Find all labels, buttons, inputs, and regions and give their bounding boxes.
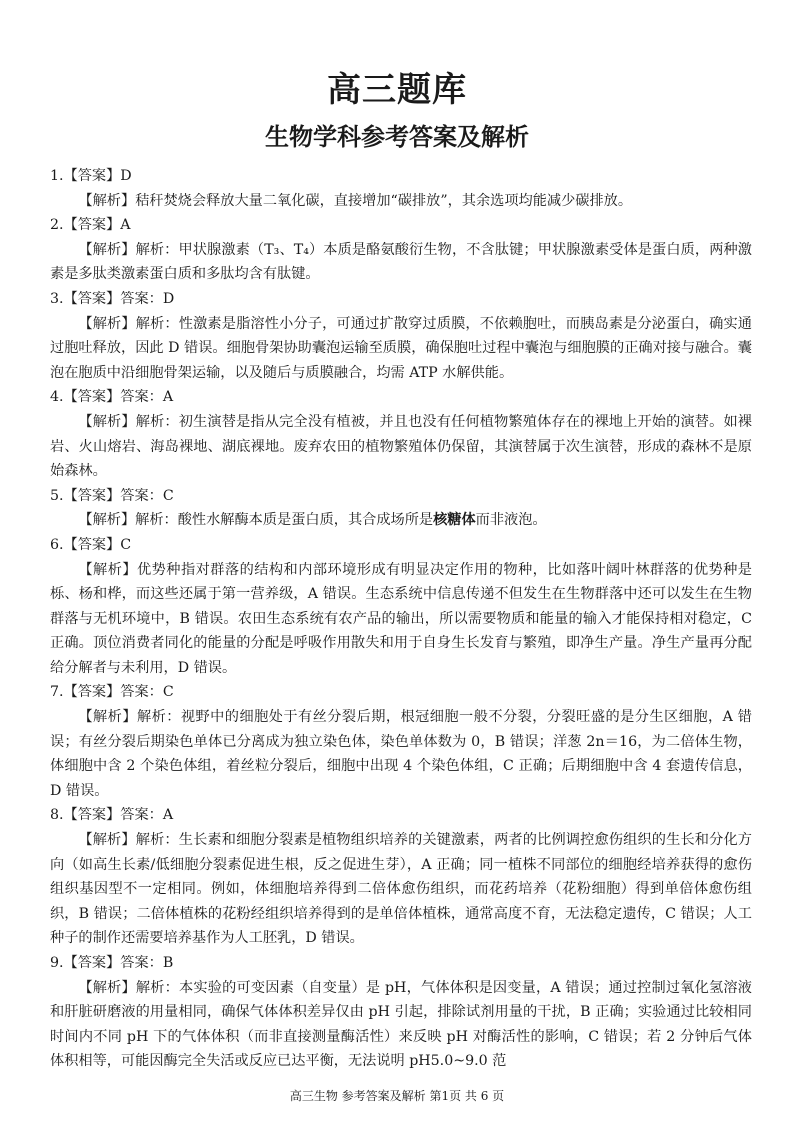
explanation: 【解析】解析：初生演替是指从完全没有植被，并且也没有任何植物繁殖体存在的裸地上开始的演替。如裸岩、火山熔岩、海岛裸地、湖底裸地。废弃农田的植物繁殖体仍保留，其演替属于次生演替，形成的森林不是原始森林。 [50, 413, 752, 480]
answer-line: 5.【答案】答案：C [50, 487, 174, 504]
question-item [50, 164, 752, 213]
question-item [50, 803, 752, 951]
answer-line: 6.【答案】C [50, 536, 132, 553]
emphasized-term: 核糖体 [433, 512, 476, 529]
answer-line: 9.【答案】答案：B [50, 955, 174, 971]
explanation: 【解析】解析：甲状腺激素（T₃、T₄）本质是酪氨酸衍生物，不含肽键；甲状腺激素受体是蛋白质，两种激素是多肽类激素蛋白质和多肽均含有肽键。 [50, 241, 752, 283]
answer-line: 2.【答案】A [50, 217, 131, 234]
answer-line: 7.【答案】答案：C [50, 684, 174, 701]
explanation: 【解析】秸秆焚烧会释放大量二氧化碳，直接增加“碳排放”，其余选项均能减少碳排放。 [78, 192, 633, 209]
explanation: 【解析】解析：性激素是脂溶性小分子，可通过扩散穿过质膜，不依赖胞吐，而胰岛素是分泌蛋白，确实通过胞吐释放，因此 D 错误。细胞骨架协助囊泡运输至质膜，确保胞吐过程中囊泡与细胞膜的正确对接与融合。囊泡在胞质中沿细胞骨架运输，以及随后与质膜融合，均需 ATP 水解供能。 [50, 315, 752, 381]
question-item [50, 680, 752, 803]
question-item [50, 951, 752, 1074]
explanation-text-tail: 而非液泡。 [475, 512, 547, 529]
answer-list [50, 164, 752, 1074]
explanation [50, 508, 752, 533]
answer-line: 8.【答案】答案：A [50, 807, 174, 824]
question-item [50, 213, 752, 287]
explanation: 【解析】解析：视野中的细胞处于有丝分裂后期，根冠细胞一般不分裂，分裂旺盛的是分生区细胞，A 错误；有丝分裂后期染色单体已分离成为独立染色体，染色单体数为 0，B 错误；洋葱 2n＝16，为二倍体生物，体细胞中含 2 个染色体组，着丝粒分裂后，细胞中出现 4 个染色体组，C 正确；后期细胞中含 4 套遗传信息，D 错误。 [50, 709, 752, 799]
answer-line: 3.【答案】答案：D [50, 290, 175, 307]
question-item [50, 287, 752, 385]
explanation: 【解析】解析：生长素和细胞分裂素是植物组织培养的关键激素，两者的比例调控愈伤组织的生长和分化方向（如高生长素/低细胞分裂素促进生根，反之促进生芽），A 正确；同一植株不同部位的细胞经培养获得的愈伤组织基因型不一定相同。例如，体细胞培养得到二倍体愈伤组织，而花药培养（花粉细胞）得到单倍体愈伤组织，B 错误；二倍体植株的花粉经组织培养得到的是单倍体植株，通常高度不育，无法稳定遗传，C 错误；人工种子的制作还需要培养基作为人工胚乳，D 错误。 [50, 832, 752, 947]
explanation: 【解析】解析：本实验的可变因素（自变量）是 pH，气体体积是因变量，A 错误；通过控制过氧化氢溶液和肝脏研磨液的用量相同，确保气体体积差异仅由 pH 引起，排除试剂用量的干扰，B 正确；实验通过比较相同时间内不同 pH 下的气体体积（而非直接测量酶活性）来反映 pH 对酶活性的影响，C 错误；若 2 分钟后气体体积相等，可能因酶完全失活或反应已达平衡，无法说明 pH5.0~9.0 范 [50, 979, 752, 1070]
page-title: 高三题库 [327, 70, 467, 110]
page-subtitle: 生物学科参考答案及解析 [265, 123, 529, 151]
question-item [50, 385, 752, 483]
answer-line: 4.【答案】答案：A [50, 389, 174, 406]
explanation: 【解析】优势种指对群落的结构和内部环境形成有明显决定作用的物种，比如落叶阔叶林群落的优势种是栎、杨和桦，而这些还属于第一营养级，A 错误。生态系统中信息传递不但发生在生物群落中还可以发生在生物群落与无机环境中，B 错误。农田生态系统有农产品的输出，所以需要物质和能量的输入才能保持相对稳定，C 正确。顶位消费者同化的能量的分配是呼吸作用散失和用于自身生长发育与繁殖，即净生产量。净生产量再分配给分解者与未利用，D 错误。 [50, 561, 752, 676]
question-item [50, 484, 752, 533]
explanation-text: 【解析】解析：酸性水解酶本质是蛋白质，其合成场所是 [78, 512, 434, 529]
question-item [50, 533, 752, 681]
answer-line: 1.【答案】D [50, 168, 132, 184]
page-footer: 高三生物 参考答案及解析 第1页 共 6 页 [289, 1089, 505, 1103]
